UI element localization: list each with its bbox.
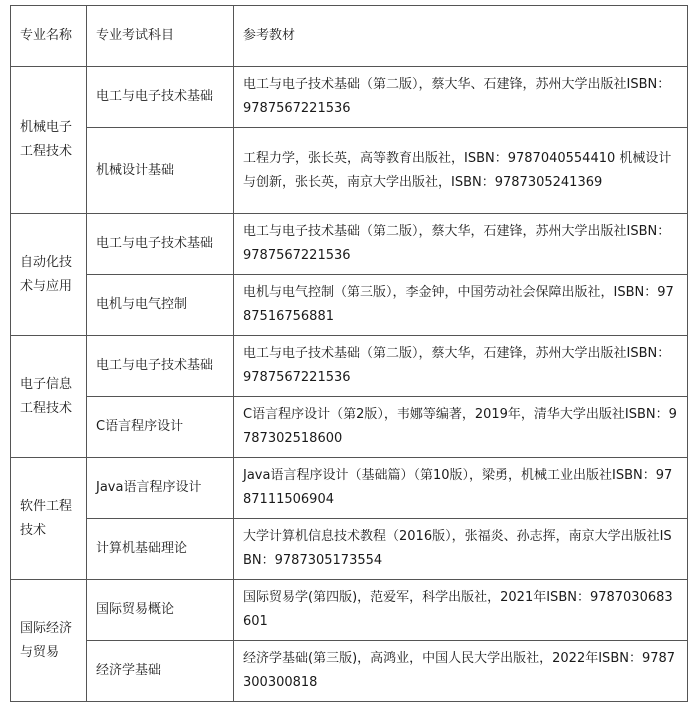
subject-cell: 计算机基础理论 [87,519,234,580]
table-row [11,397,688,458]
subject-cell: 国际贸易概论 [87,580,234,641]
textbook-cell: 电工与电子技术基础（第二版），蔡大华、石建锋，苏州大学出版社ISBN：9787567221536 [234,67,688,128]
header-major: 专业名称 [11,6,87,67]
subject-cell: 经济学基础 [87,641,234,702]
table-row [11,519,688,580]
major-name: 电子信息工程技术 [11,336,87,458]
header-subject: 专业考试科目 [87,6,234,67]
textbook-cell: 工程力学，张长英，高等教育出版社，ISBN：9787040554410 机械设计与创新，张长英，南京大学出版社，ISBN：9787305241369 [234,128,688,214]
textbook-cell: 国际贸易学(第四版)，范爱军，科学出版社，2021年ISBN：9787030683601 [234,580,688,641]
subject-cell: C语言程序设计 [87,397,234,458]
table-row [11,458,688,519]
major-name: 国际经济与贸易 [11,580,87,702]
textbook-cell: 电机与电气控制（第三版），李金钟，中国劳动社会保障出版社，ISBN：9787516756881 [234,275,688,336]
textbook-cell: Java语言程序设计（基础篇）（第10版），梁勇，机械工业出版社ISBN：9787111506904 [234,458,688,519]
textbook-cell: 电工与电子技术基础（第二版），蔡大华，石建锋，苏州大学出版社ISBN：9787567221536 [234,214,688,275]
table-row [11,275,688,336]
textbook-table [10,5,688,702]
table-header-row [11,6,688,67]
subject-cell: 电工与电子技术基础 [87,67,234,128]
major-name: 机械电子工程技术 [11,67,87,214]
subject-cell: 机械设计基础 [87,128,234,214]
major-name: 软件工程技术 [11,458,87,580]
table-row [11,128,688,214]
table-row [11,641,688,702]
table-row [11,580,688,641]
textbook-cell: 经济学基础(第三版)，高鸿业，中国人民大学出版社，2022年ISBN：9787300300818 [234,641,688,702]
major-name: 自动化技术与应用 [11,214,87,336]
subject-cell: Java语言程序设计 [87,458,234,519]
table-row [11,336,688,397]
subject-cell: 电机与电气控制 [87,275,234,336]
textbook-cell: 电工与电子技术基础（第二版），蔡大华，石建锋，苏州大学出版社ISBN：9787567221536 [234,336,688,397]
subject-cell: 电工与电子技术基础 [87,336,234,397]
subject-cell: 电工与电子技术基础 [87,214,234,275]
table-row [11,67,688,128]
table-row [11,214,688,275]
textbook-cell: 大学计算机信息技术教程（2016版），张福炎、孙志挥，南京大学出版社ISBN：9787305173554 [234,519,688,580]
textbook-cell: C语言程序设计（第2版），韦娜等编著，2019年，清华大学出版社ISBN：9787302518600 [234,397,688,458]
header-textbook: 参考教材 [234,6,688,67]
